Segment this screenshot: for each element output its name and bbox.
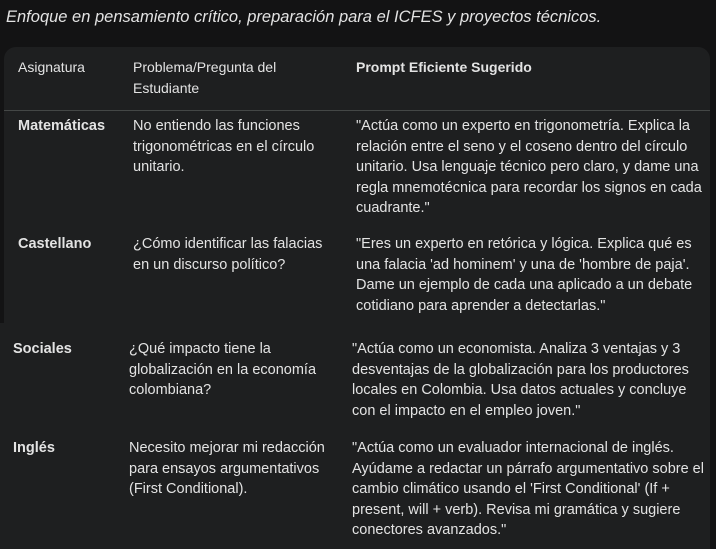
row-subject-castellano: Castellano [18, 236, 92, 252]
row-problem-matematicas: No entiendo las funciones trigonométricas en el círculo unitario. [133, 118, 315, 175]
row-problem-sociales: ¿Qué impacto tiene la globalización en la economía colombiana? [129, 341, 317, 398]
row-problem-castellano: ¿Cómo identificar las falacias en un discurso político? [133, 236, 323, 273]
row-subject-ingles: Inglés [13, 440, 55, 456]
row-prompt-matematicas: "Actúa como un experto en trigonometría. Explica la relación entre el seno y el coseno dentro del círculo unitario. Usa lenguaje técnico pero claro, y dame una regla mnemotécnica para recordar los signos en cada cuadrante." [356, 118, 702, 216]
header-asignatura: Asignatura [18, 59, 85, 75]
intro-text: Enfoque en pensamiento crítico, preparación para el ICFES y proyectos técnicos. [6, 8, 602, 26]
header-prompt: Prompt Eficiente Sugerido [356, 59, 532, 75]
header-divider [4, 110, 710, 111]
row-prompt-castellano: "Eres un experto en retórica y lógica. Explica qué es una falacia 'ad hominem' y una de 'hombre de paja'. Dame un ejemplo de cada una aplicado a un debate cotidiano para aprender a detectarlas." [356, 236, 693, 314]
header-problema: Problema/Pregunta del Estudiante [133, 59, 277, 96]
row-prompt-sociales: "Actúa como un economista. Analiza 3 ventajas y 3 desventajas de la globalización para los productores locales en Colombia. Usa datos actuales y concluye con el impacto en el empleo joven." [352, 341, 689, 419]
row-prompt-ingles: "Actúa como un evaluador internacional de inglés. Ayúdame a redactar un párrafo argumentativo sobre el cambio climático usando el 'First Conditional' (If + present, will + verb). Revisa mi gramática y sugiere conectores avanzados." [352, 440, 704, 538]
row-subject-sociales: Sociales [13, 341, 72, 357]
row-subject-matematicas: Matemáticas [18, 118, 106, 134]
row-problem-ingles: Necesito mejorar mi redacción para ensayos argumentativos (First Conditional). [129, 440, 325, 497]
